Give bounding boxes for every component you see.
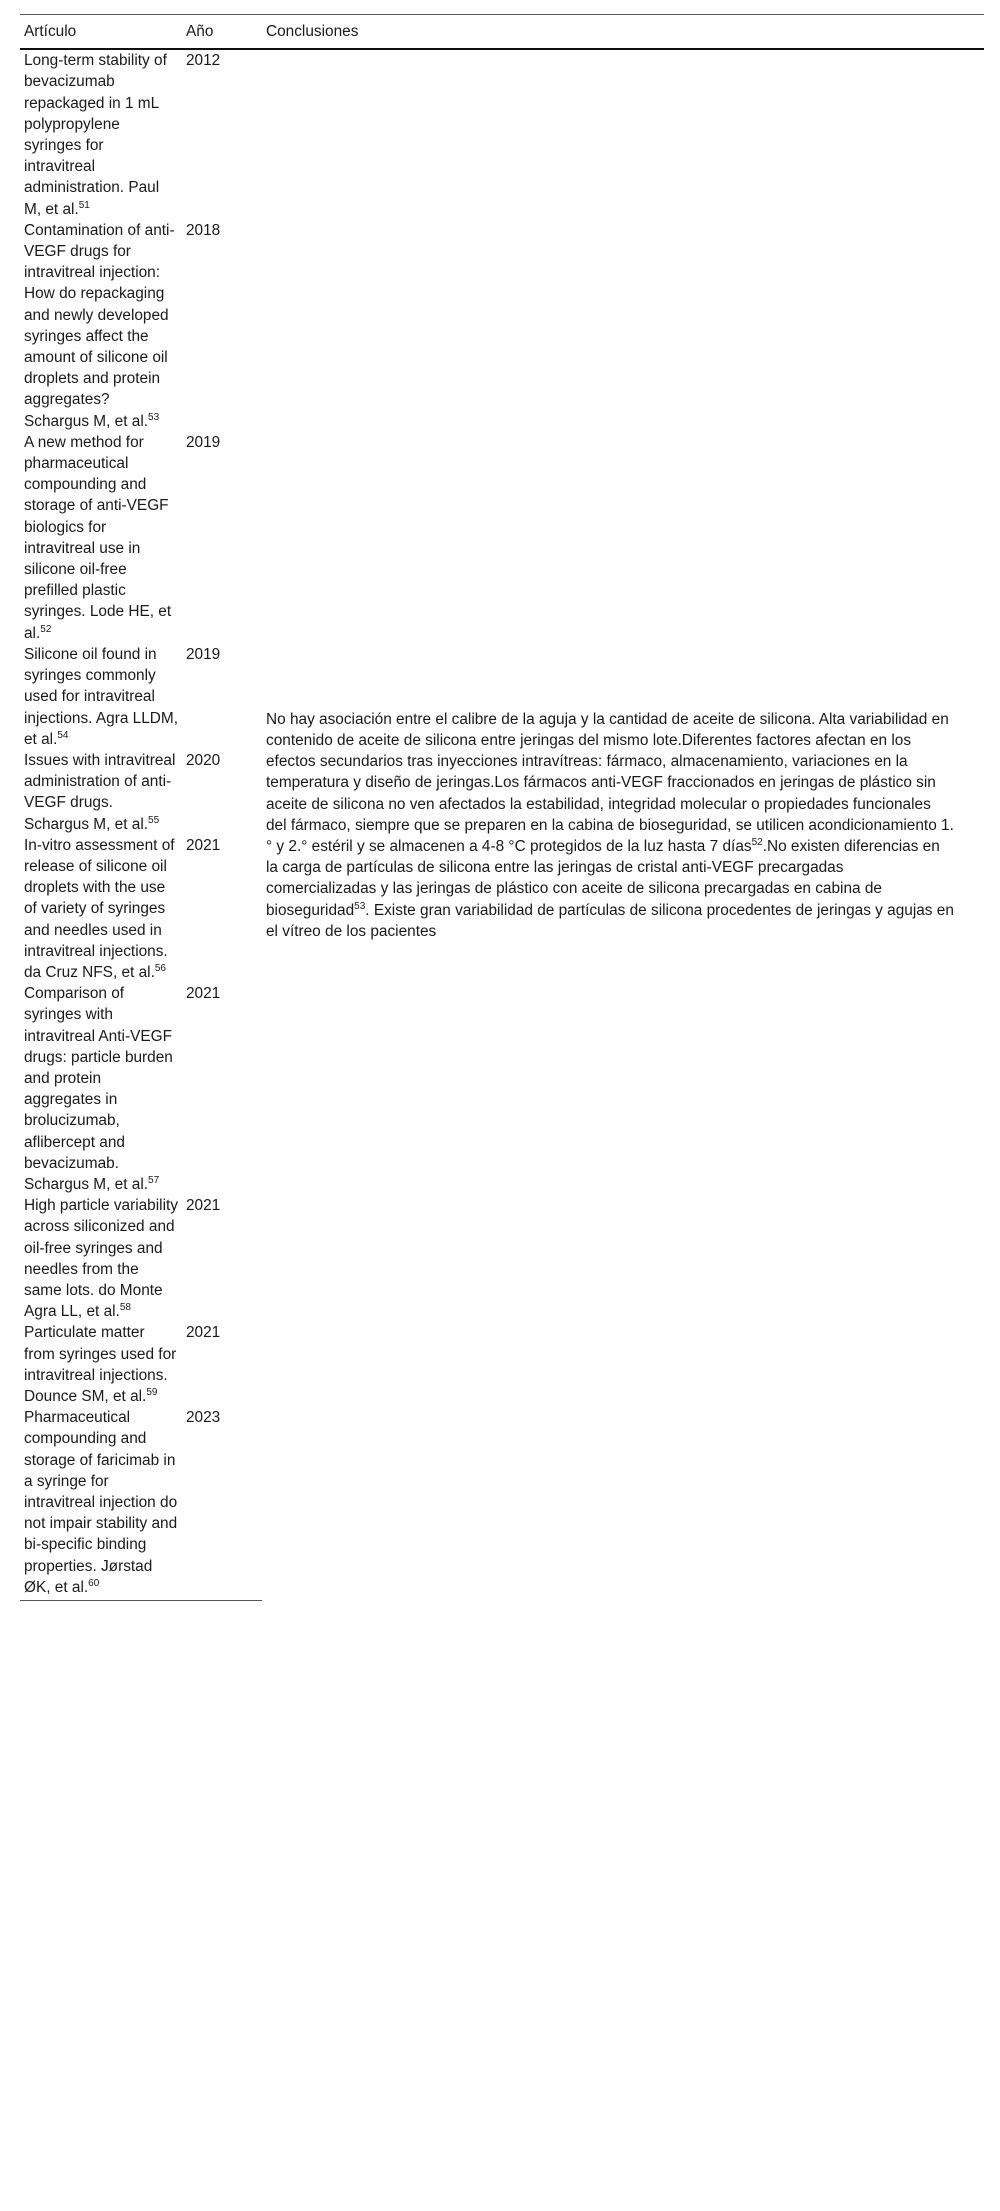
header-conclusions: Conclusiones [266,23,359,40]
reference-number: 54 [57,729,69,741]
reference-number: 56 [154,962,166,974]
article-cell [20,220,182,432]
table-row [20,49,984,220]
reference-number: 51 [78,199,90,211]
year-cell: 2020 [186,751,221,769]
header-year: Año [186,23,214,40]
studies-table [20,14,984,1601]
year-cell: 2019 [186,645,221,663]
conclusions-text-3: . Existe gran variabilidad de partículas de silicona procedentes de jeringas y agujas en el vítreo de los pacientes [266,901,954,940]
year-cell: 2012 [186,52,221,70]
year-cell: 2018 [186,221,221,239]
reference-number: 52 [751,836,763,848]
article-cell [20,1195,182,1322]
article-cell [20,983,182,1195]
year-cell: 2019 [186,433,221,451]
year-cell: 2023 [182,1407,262,1600]
article-title: Long-term stability of bevacizumab repackaged in 1 mL polypropylene syringes for intravitreal administration. Paul M, et al. [24,52,167,218]
article-title: In-vitro assessment of release of silicone oil droplets with the use of variety of syringes and needles used in intravitreal injections. da Cruz NFS, et al. [24,836,175,981]
year-cell: 2021 [186,1197,221,1215]
article-cell [20,432,182,644]
article-title: A new method for pharmaceutical compounding and storage of anti-VEGF biologics for intravitreal use in silicone oil-free prefilled plastic syringes. Lode HE, et al. [24,433,172,642]
article-title: High particle variability across siliconized and oil-free syringes and needles from the same lots. do Monte Agra LL, et al. [24,1197,178,1321]
year-cell: 2021 [186,1324,221,1342]
article-title: Particulate matter from syringes used for intravitreal injections. Dounce SM, et al. [24,1324,177,1405]
reference-number: 58 [119,1302,131,1314]
table-header-row [20,15,984,50]
article-cell [20,49,182,220]
header-article: Artículo [24,23,77,40]
article-cell [20,835,182,983]
article-cell [20,644,182,750]
reference-number: 52 [40,623,52,635]
reference-number: 60 [88,1577,100,1589]
reference-number: 55 [148,814,160,826]
article-title: Comparison of syringes with intravitreal Anti-VEGF drugs: particle burden and protein aggregates in brolucizumab, aflibercept and bevacizumab. Schargus M, et al. [24,985,173,1193]
article-title: Issues with intravitreal administration of anti-VEGF drugs. Schargus M, et al. [24,751,176,833]
conclusions-cell [262,49,984,1600]
conclusions-text-2: .No existen diferencias en la carga de partículas de silicona entre las jeringas de cristal anti-VEGF precargadas comercializadas y las jeringas de plástico con aceite de silicona precargadas en cabina de bioseguridad [266,837,940,919]
article-title: Pharmaceutical compounding and storage of faricimab in a syringe for intravitreal injection do not impair stability and bi-specific binding properties. Jørstad ØK, et al. [24,1409,178,1596]
reference-number: 59 [146,1387,158,1398]
reference-number: 53 [354,900,366,912]
year-cell: 2021 [186,836,221,854]
article-cell [20,750,182,835]
article-title: Contamination of anti-VEGF drugs for intravitreal injection: How do repackaging and newly developed syringes affect the amount of silicone oil droplets and protein aggregates? Schargus M, et al. [24,221,175,430]
article-title: Silicone oil found in syringes commonly used for intravitreal injections. Agra LLDM, et al. [24,645,178,748]
article-cell [20,1407,182,1600]
year-cell: 2021 [186,985,221,1003]
reference-number: 53 [148,411,160,423]
article-cell [20,1322,182,1407]
conclusions-text-1: No hay asociación entre el calibre de la aguja y la cantidad de aceite de silicona. Alta variabilidad en contenido de aceite de silicona entre jeringas del mismo lote.Diferentes factores afectan en los efectos secundarios tras inyecciones intravítreas: fármaco, almacenamiento, variaciones en la temperatura y diseño de jeringas.Los fármacos anti-VEGF fraccionados en jeringas de plástico sin aceite de silicona no ven afectados la estabilidad, integridad molecular o propiedades funcionales del fármaco, siempre que se preparen en la cabina de bioseguridad, se utilicen acondicionamiento 1.° y 2.° estéril y se almacenen a 4-8 °C protegidos de la luz hasta 7 días [266,710,954,855]
reference-number: 57 [148,1174,160,1186]
